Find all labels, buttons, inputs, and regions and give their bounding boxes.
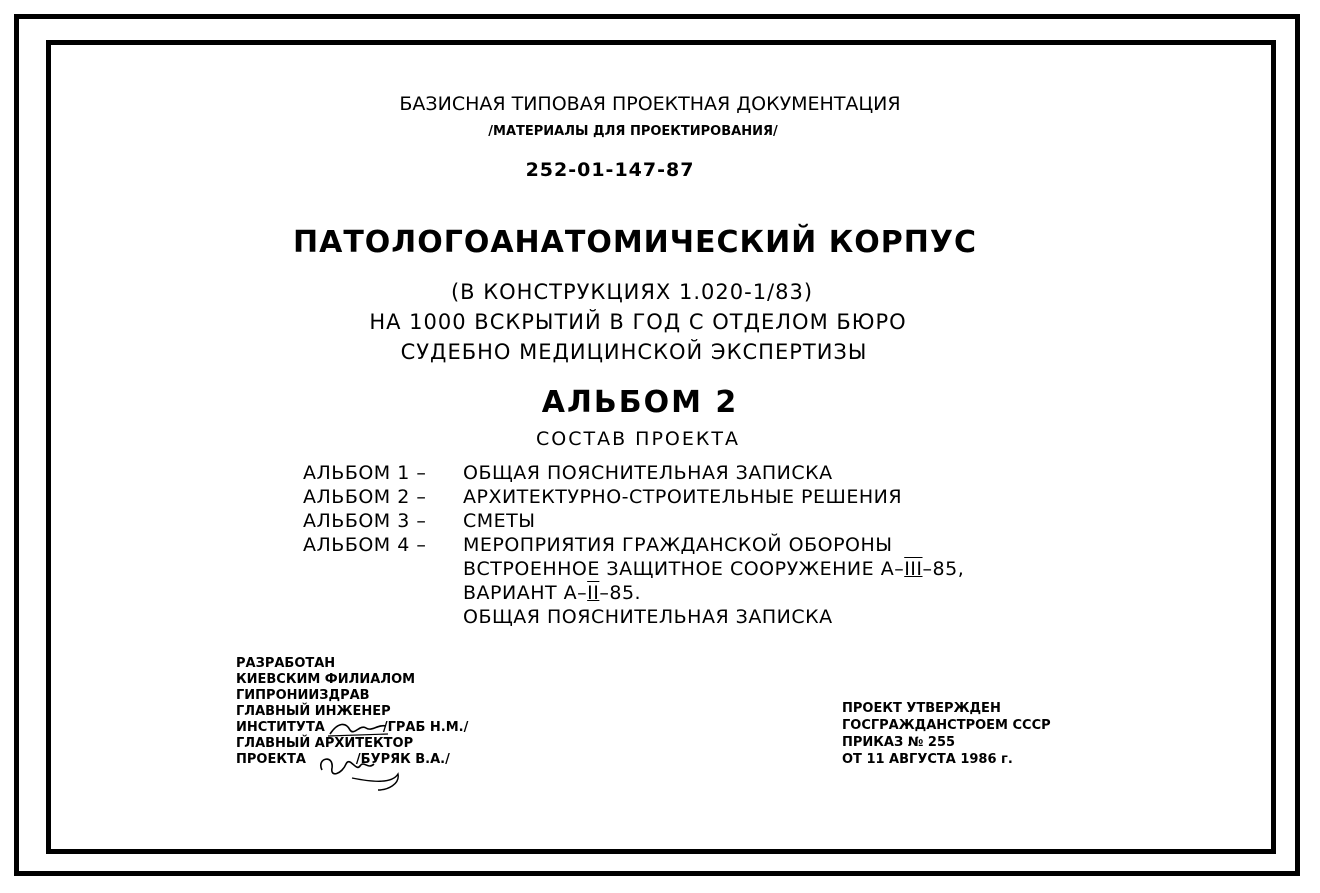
list-item-text: МЕРОПРИЯТИЯ ГРАЖДАНСКОЙ ОБОРОНЫ: [463, 534, 893, 556]
list-item: [303, 485, 964, 509]
list-item: [303, 509, 964, 533]
developer-role: ИНСТИТУТА: [236, 720, 325, 735]
doc-type-subline: /МАТЕРИАЛЫ ДЛЯ ПРОЕКТИРОВАНИЯ/: [488, 124, 778, 139]
list-continuation: [303, 557, 964, 581]
album-list: [303, 461, 964, 629]
signature-architect: [312, 748, 402, 792]
list-item-key: АЛЬБОМ 3 –: [303, 510, 427, 532]
project-code: 252-01-147-87: [525, 159, 695, 181]
approval-line: ОТ 11 АВГУСТА 1986 г.: [842, 752, 1013, 767]
list-continuation: [303, 605, 964, 629]
list-cont-text: ВАРИАНТ А–: [463, 582, 588, 604]
approval-line: ПРИКАЗ № 255: [842, 735, 956, 750]
list-item-text: ОБЩАЯ ПОЯСНИТЕЛЬНАЯ ЗАПИСКА: [463, 462, 833, 484]
approval-block: [842, 700, 1051, 768]
title-subline-3: СУДЕБНО МЕДИЦИНСКОЙ ЭКСПЕРТИЗЫ: [400, 340, 868, 364]
developer-line: ГЛАВНЫЙ АРХИТЕКТОР: [236, 736, 414, 751]
list-cont-text: –85.: [599, 582, 642, 604]
developer-line: ГЛАВНЫЙ ИНЖЕНЕР: [236, 704, 391, 719]
roman-numeral: III: [904, 558, 923, 580]
list-cont-text: ВСТРОЕННОЕ ЗАЩИТНОЕ СООРУЖЕНИЕ А–: [463, 558, 905, 580]
list-item: [303, 533, 964, 557]
list-item-key: АЛЬБОМ 4 –: [303, 534, 427, 556]
list-item-key: АЛЬБОМ 2 –: [303, 486, 427, 508]
album-heading: АЛЬБОМ 2: [541, 385, 739, 420]
developer-line: ГИПРОНИИЗДРАВ: [236, 688, 370, 703]
approval-line: ГОСГРАЖДАНСТРОЕМ СССР: [842, 718, 1051, 733]
list-cont-text: ОБЩАЯ ПОЯСНИТЕЛЬНАЯ ЗАПИСКА: [463, 606, 833, 628]
doc-type-line: БАЗИСНАЯ ТИПОВАЯ ПРОЕКТНАЯ ДОКУМЕНТАЦИЯ: [399, 93, 901, 115]
list-item-text: СМЕТЫ: [463, 510, 536, 532]
list-cont-text: –85,: [922, 558, 965, 580]
signature-engineer: [326, 718, 392, 740]
approval-line: ПРОЕКТ УТВЕРЖДЕН: [842, 701, 1001, 716]
list-continuation: [303, 581, 964, 605]
composition-heading: СОСТАВ ПРОЕКТА: [536, 428, 740, 450]
roman-numeral: II: [587, 582, 600, 604]
list-item: [303, 461, 964, 485]
developer-line: РАЗРАБОТАН: [236, 656, 336, 671]
project-title: ПАТОЛОГОАНАТОМИЧЕСКИЙ КОРПУС: [292, 225, 978, 260]
list-item-key: АЛЬБОМ 1 –: [303, 462, 427, 484]
developer-role: ПРОЕКТА: [236, 752, 306, 767]
title-subline-2: НА 1000 ВСКРЫТИЙ В ГОД С ОТДЕЛОМ БЮРО: [369, 310, 907, 334]
list-item-text: АРХИТЕКТУРНО-СТРОИТЕЛЬНЫЕ РЕШЕНИЯ: [463, 486, 903, 508]
title-subline-1: (В КОНСТРУКЦИЯХ 1.020-1/83): [450, 280, 814, 304]
developer-line: КИЕВСКИМ ФИЛИАЛОМ: [236, 672, 416, 687]
chief-architect-name: /БУРЯК В.А./: [355, 752, 450, 767]
chief-engineer-name: /ГРАБ Н.М./: [382, 720, 469, 735]
